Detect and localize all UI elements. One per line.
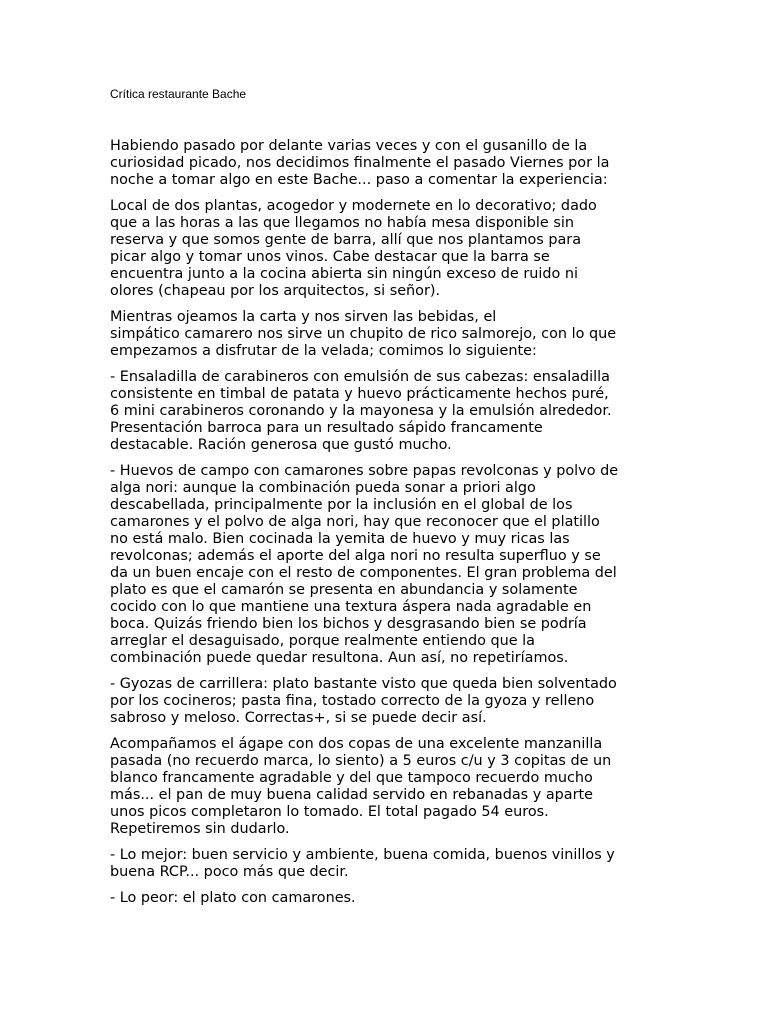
document-title: Crítica restaurante Bache [110,87,247,101]
paragraph-huevos: - Huevos de campo con camarones sobre papas revolconas y polvo de alga nori: aunque la combinación pueda sonar a priori algo descabellada, principalmente por la inclusión en el global de los camarones y el polvo de alga nori, hay que reconocer que el platillo no está malo. Bien cocinada la yemita de huevo y muy ricas las revolconas; además el aporte del alga nori no resulta superfluo y se da un buen encaje con el resto de componentes. El gran problema del plato es que el camarón se presenta en abundancia y solamente cocido con lo que mantiene una textura áspera nada agradable en boca. Quizás friendo bien los bichos y desgrasando bien se podría arreglar el desaguisado, porque realmente entiendo que la combinación puede quedar resultona. Aun así, no repetiríamos. [110,463,619,666]
paragraph-lo-mejor: - Lo mejor: buen servicio y ambiente, buena comida, buenos vinillos y buena RCP... poco más que decir. [110,847,615,880]
paragraph-intro: Habiendo pasado por delante varias veces y con el gusanillo de la curiosidad picado, nos decidimos finalmente el pasado Viernes por la noche a tomar algo en este Bache... paso a comentar la experiencia: [110,138,610,188]
paragraph-local: Local de dos plantas, acogedor y modernete en lo decorativo; dado que a las horas a las que llegamos no había mesa disponible sin reserva y que somos gente de barra, allí que nos plantamos para picar algo y tomar unos vinos. Cabe destacar que la barra se encuentra junto a la cocina abierta sin ningún exceso de ruido ni olores (chapeau por los arquitectos, si señor). [110,198,597,299]
paragraph-carta: Mientras ojeamos la carta y nos sirven las bebidas, el simpático camarero nos sirve un chupito de rico salmorejo, con lo que empezamos a disfrutar de la velada; comimos lo siguiente: [110,309,617,359]
paragraph-vinos: Acompañamos el ágape con dos copas de una excelente manzanilla pasada (no recuerdo marca, lo siento) a 5 euros c/u y 3 copitas de un blanco francamente agradable y del que tampoco recuerdo mucho más... el pan de muy buena calidad servido en rebanadas y aparte unos picos completaron lo tomado. El total pagado 54 euros. Repetiremos sin dudarlo. [110,736,612,837]
paragraph-gyozas: - Gyozas de carrillera: plato bastante visto que queda bien solventado por los cocineros; pasta fina, tostado correcto de la gyoza y relleno sabroso y meloso. Correctas+, si se puede decir así. [110,676,617,726]
paragraph-ensaladilla: - Ensaladilla de carabineros con emulsión de sus cabezas: ensaladilla consistente en timbal de patata y huevo prácticamente hechos puré, 6 mini carabineros coronando y la mayonesa y la emulsión alrededor. Presentación barroca para un resultado sápido francamente destacable. Ración generosa que gustó mucho. [110,369,612,453]
document-body [110,138,670,916]
paragraph-lo-peor: - Lo peor: el plato con camarones. [110,890,356,906]
